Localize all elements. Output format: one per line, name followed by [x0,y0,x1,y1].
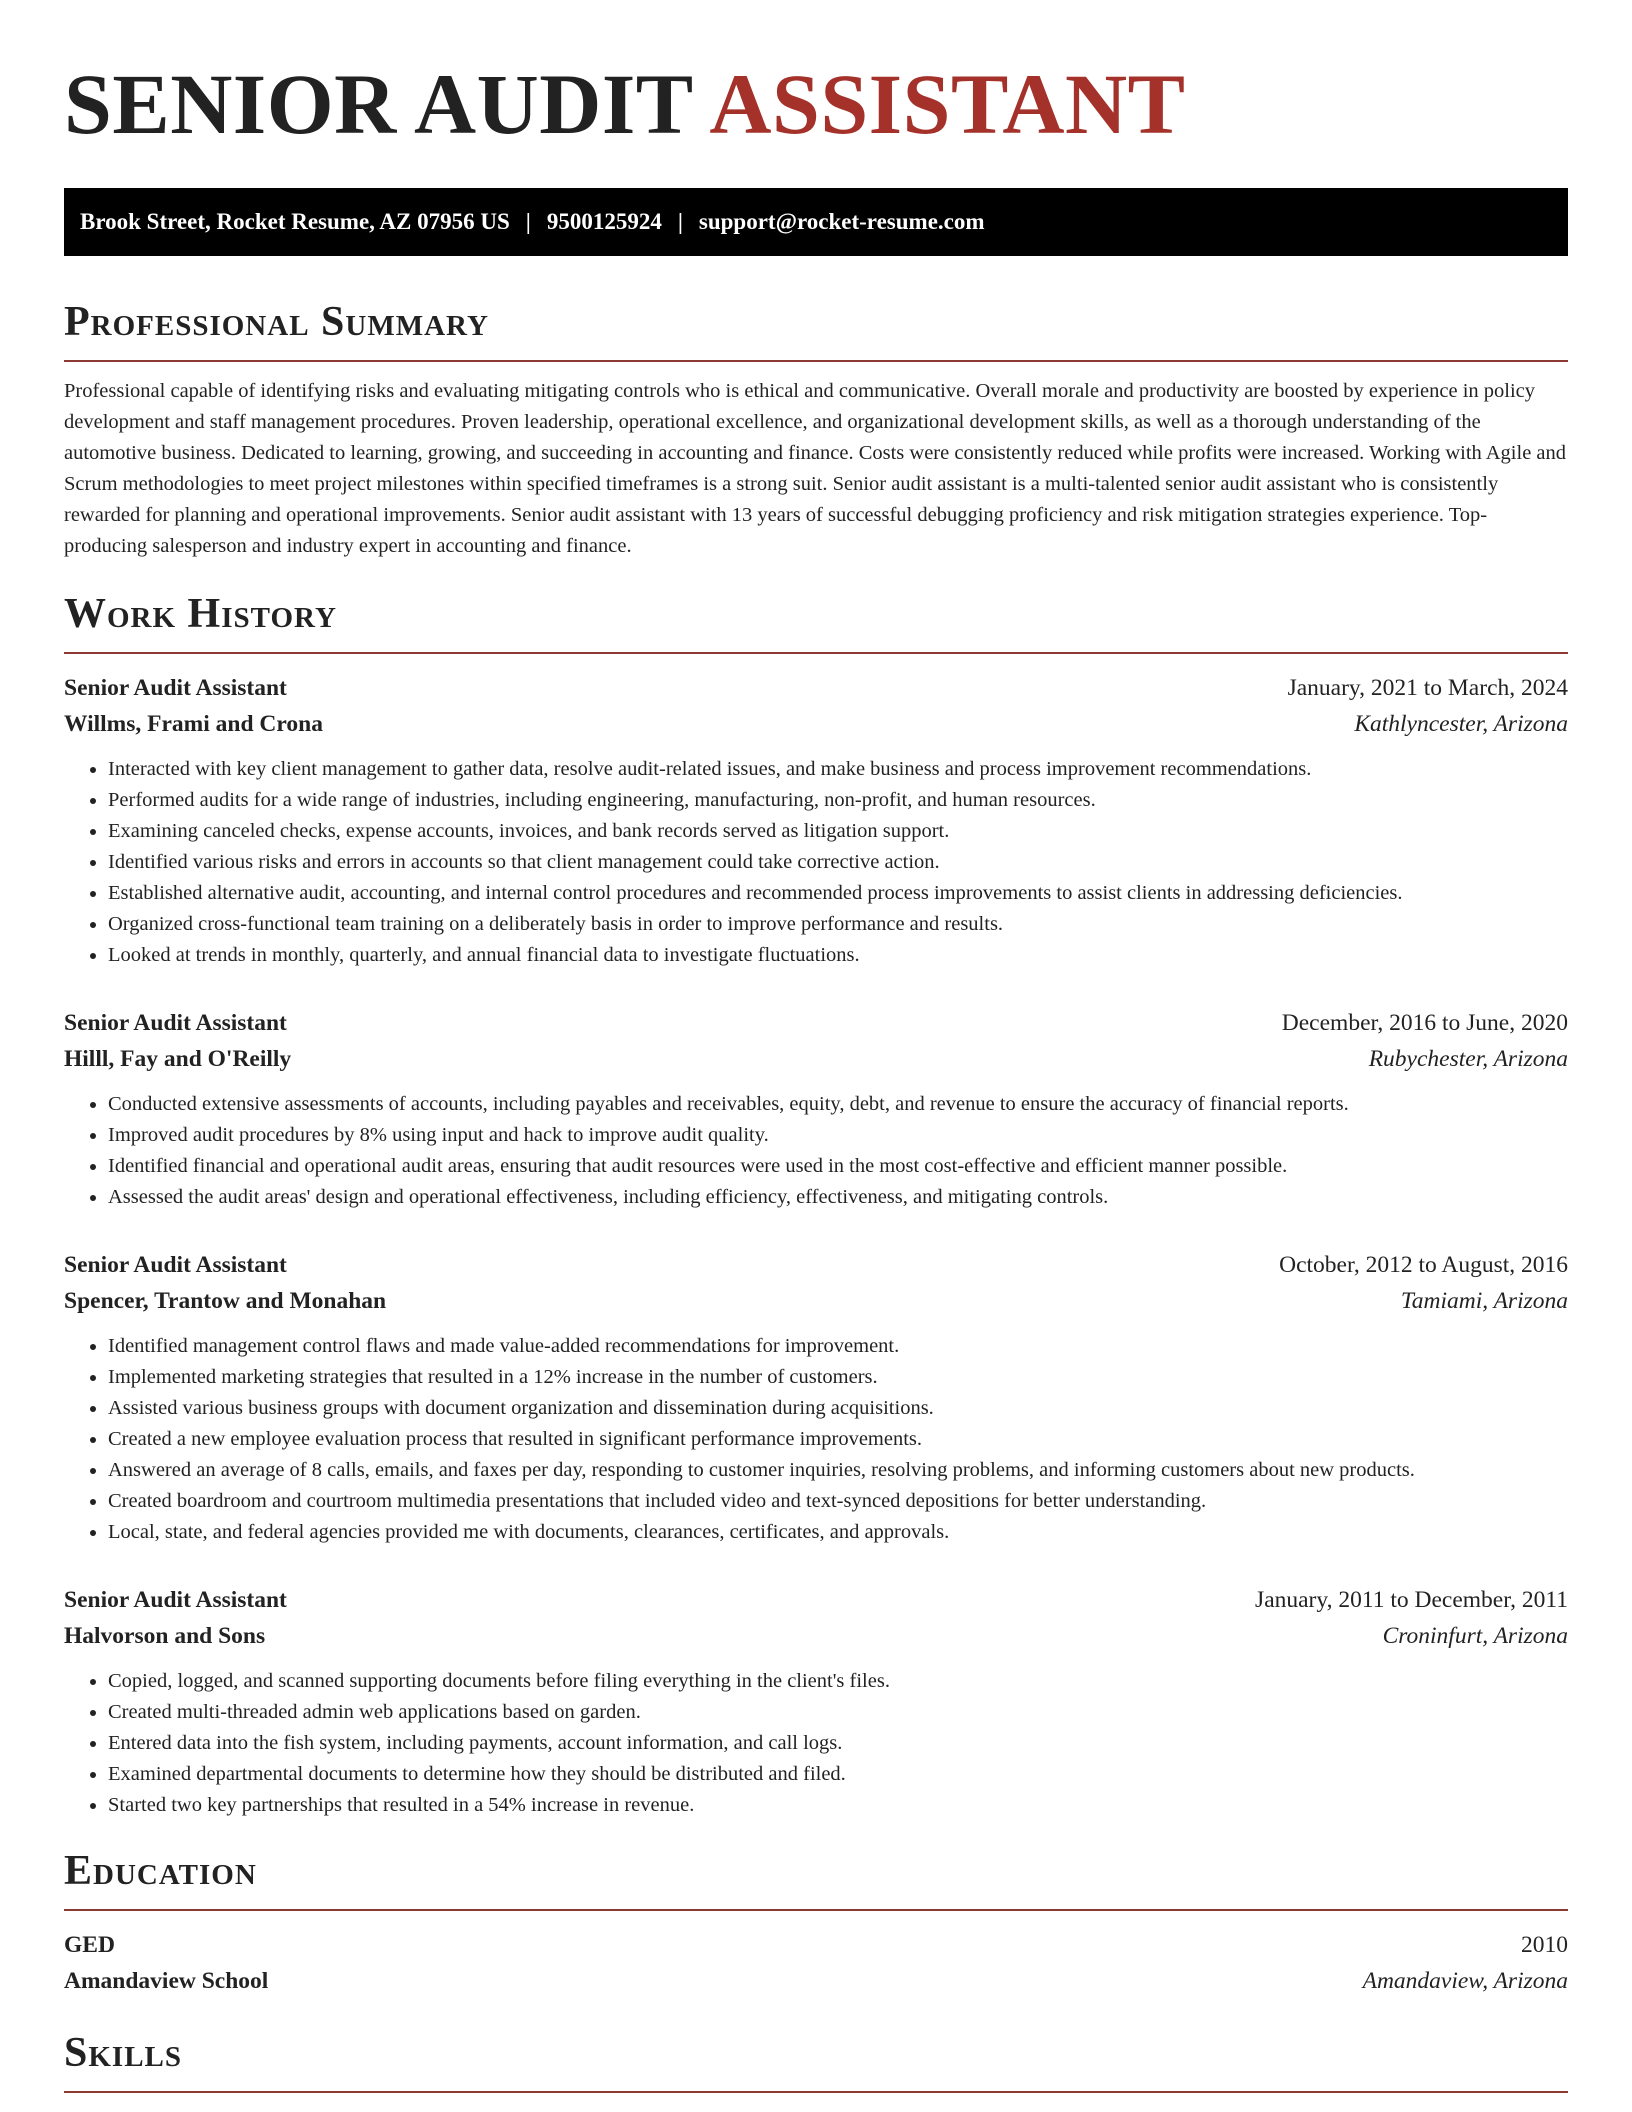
job-bullets [64,1331,1568,1548]
job-entry [64,1005,1568,1213]
job-bullet: • Answered an average of 8 calls, emails, and faxes per day, responding to customer inquiries, resolving problems, and informing customers about new products. [108,1455,1568,1486]
section-heading: Education [64,1848,257,1894]
job-bullet: • Assisted various business groups with document organization and dissemination during acquisitions. [108,1393,1568,1424]
education-subheader [64,1963,1568,1999]
job-bullet: • Entered data into the fish system, including payments, account information, and call logs. [108,1728,1568,1759]
job-bullet: • Implemented marketing strategies that resulted in a 12% increase in the number of customers. [108,1362,1568,1393]
job-header [64,1247,1568,1283]
job-bullet: • Established alternative audit, accounting, and internal control procedures and recommended process improvements to assist clients in addressing deficiencies. [108,878,1568,909]
job-subheader [64,1283,1568,1319]
job-location: Croninfurt, Arizona [1382,1623,1568,1649]
job-bullets [64,754,1568,971]
section-heading: Work History [64,591,337,637]
job-company: Halvorson and Sons [64,1623,266,1649]
job-header [64,1005,1568,1041]
job-bullet: • Organized cross-functional team training on a deliberately basis in order to improve performance and results. [108,909,1568,940]
work-history-section [64,588,1568,1821]
job-bullet: • Created a new employee evaluation process that resulted in significant performance improvements. [108,1424,1568,1455]
job-role: Senior Audit Assistant [64,1587,287,1613]
job-bullet: • Created boardroom and courtroom multimedia presentations that included video and text-synced depositions for better understanding. [108,1486,1568,1517]
section-heading: Professional Summary [64,299,489,345]
job-bullet: • Conducted extensive assessments of accounts, including payables and receivables, equity, debt, and revenue to ensure the accuracy of financial reports. [108,1089,1568,1120]
professional-summary-section [64,296,1568,562]
job-bullet: • Identified various risks and errors in accounts so that client management could take corrective action. [108,847,1568,878]
education-school: Amandaview School [64,1968,269,1994]
job-bullet: • Improved audit procedures by 8% using input and hack to improve audit quality. [108,1120,1568,1151]
education-location: Amandaview, Arizona [1362,1968,1568,1994]
job-bullet: • Local, state, and federal agencies provided me with documents, clearances, certificates, and approvals. [108,1517,1568,1548]
job-bullet: • Performed audits for a wide range of industries, including engineering, manufacturing, non-profit, and human resources. [108,785,1568,816]
job-company: Willms, Frami and Crona [64,711,323,737]
education-header [64,1927,1568,1963]
job-entry [64,1247,1568,1548]
job-header [64,670,1568,706]
resume-title [64,0,1568,152]
job-location: Kathlyncester, Arizona [1354,711,1568,737]
job-bullet: • Interacted with key client management to gather data, resolve audit-related issues, and make business and process improvement recommendations. [108,754,1568,785]
job-bullets [64,1666,1568,1821]
job-subheader [64,1618,1568,1654]
job-dates: October, 2012 to August, 2016 [1279,1252,1568,1278]
education-section [64,1845,1568,1999]
job-location: Tamiami, Arizona [1400,1288,1568,1314]
job-bullets [64,1089,1568,1213]
job-bullet: • Assessed the audit areas' design and operational effectiveness, including efficiency, effectiveness, and mitigating controls. [108,1182,1568,1213]
job-subheader [64,1041,1568,1077]
contact-phone: 9500125924 [546,209,662,234]
contact-bar [64,188,1568,256]
job-role: Senior Audit Assistant [64,1252,287,1278]
job-bullet: • Examining canceled checks, expense accounts, invoices, and bank records served as litigation support. [108,816,1568,847]
job-dates: January, 2011 to December, 2011 [1255,1587,1568,1613]
job-bullet: • Looked at trends in monthly, quarterly, and annual financial data to investigate fluctuations. [108,940,1568,971]
section-divider [64,360,1568,362]
job-dates: January, 2021 to March, 2024 [1287,675,1568,701]
job-role: Senior Audit Assistant [64,1010,287,1036]
job-bullet: • Copied, logged, and scanned supporting documents before filing everything in the client's files. [108,1666,1568,1697]
education-year: 2010 [1521,1932,1568,1958]
contact-separator: | [677,209,683,234]
skills-section [64,2027,1568,2093]
education-entry [64,1927,1568,1999]
job-subheader [64,706,1568,742]
education-degree: GED [64,1932,115,1958]
job-company: Hilll, Fay and O'Reilly [64,1046,292,1072]
job-header [64,1582,1568,1618]
job-bullet: • Started two key partnerships that resulted in a 54% increase in revenue. [108,1790,1568,1821]
job-entry [64,1582,1568,1821]
job-bullet: • Identified management control flaws and made value-added recommendations for improvement. [108,1331,1568,1362]
job-role: Senior Audit Assistant [64,675,287,701]
contact-email: support@rocket-resume.com [698,209,985,234]
section-divider [64,1909,1568,1911]
section-divider [64,652,1568,654]
section-heading: Skills [64,2030,183,2076]
job-bullet: • Examined departmental documents to determine how they should be distributed and filed. [108,1759,1568,1790]
contact-separator: | [525,209,531,234]
contact-address: Brook Street, Rocket Resume, AZ 07956 US [80,209,510,234]
job-dates: December, 2016 to June, 2020 [1281,1010,1568,1036]
summary-text: Professional capable of identifying risks and evaluating mitigating controls who is ethical and communicative. Overall morale and productivity are boosted by experience in policy development and staff management procedures. Proven leadership, operational excellence, and organizational development skills, as well as a thorough understanding of the automotive business. Dedicated to learning, growing, and succeeding in accounting and finance. Costs were consistently reduced while profits were increased. Working with Agile and Scrum methodologies to meet project milestones within specified timeframes is a strong suit. Senior audit assistant is a multi-talented senior audit assistant who is consistently rewarded for planning and operational improvements. Senior audit assistant with 13 years of successful debugging proficiency and risk mitigation strategies experience. Top-producing salesperson and industry expert in accounting and finance. [64,380,1567,557]
job-location: Rubychester, Arizona [1368,1046,1568,1072]
title-main: SENIOR AUDIT [64,56,693,152]
title-accent: ASSISTANT [709,56,1186,152]
job-bullet: • Identified financial and operational audit areas, ensuring that audit resources were used in the most cost-effective and efficient manner possible. [108,1151,1568,1182]
job-bullet: • Created multi-threaded admin web applications based on garden. [108,1697,1568,1728]
job-entry [64,670,1568,971]
job-company: Spencer, Trantow and Monahan [64,1288,387,1314]
section-divider [64,2091,1568,2093]
